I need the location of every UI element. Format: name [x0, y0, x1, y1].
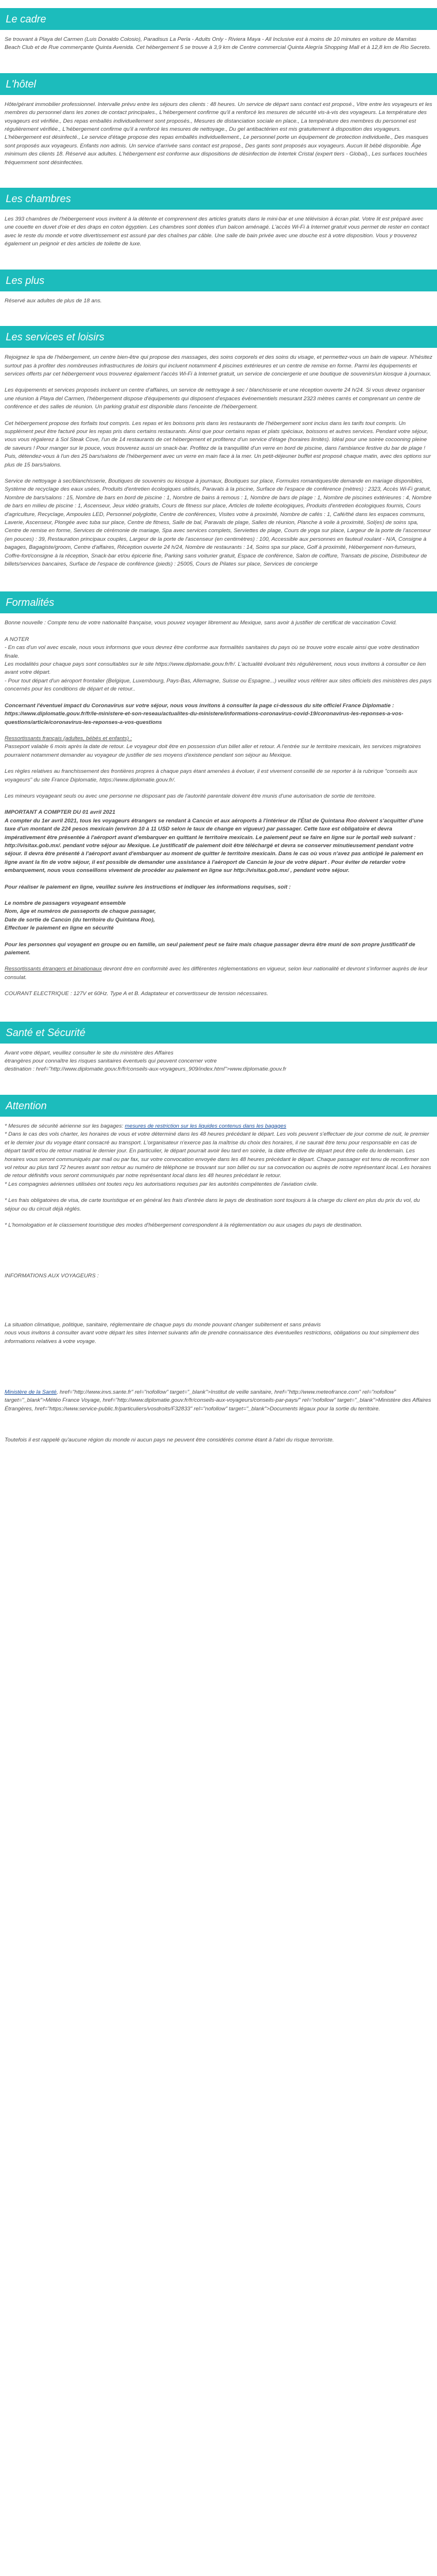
- liquids-restriction-link[interactable]: mesures de restriction sur les liquides contenus dans les bagages: [125, 1122, 287, 1129]
- formalites-intro: Bonne nouvelle : Compte tenu de votre nationalité française, vous pouvez voyager librement au Mexique, sans avoir à justifier de certificat de vaccination Covid.: [5, 620, 397, 627]
- info-voyageurs-text: La situation climatique, politique, sanitaire, réglementaire de chaque pays du monde pouvant changer subitement et sans préavis nous vous invitons à consulter avant votre départ les sites Internet suivants afin de prendre connaissance des éventuelles restrictions, obligations ou tout simplement des informations relatives à votre voyage.: [5, 1321, 419, 1345]
- formalites-a-noter: A NOTER: [5, 636, 29, 643]
- section-title-chambres: Les chambres: [0, 188, 437, 210]
- attention-note-1: [0, 1122, 437, 1189]
- section-title-plus: Les plus: [0, 270, 437, 291]
- formalites-etrangers: [0, 965, 437, 982]
- section-title-attention: Attention: [0, 1095, 437, 1117]
- hotel-text: Hôte/gérant immobilier professionnel. Intervalle prévu entre les séjours des clients : 48 heures. Un service de départ sans contact est proposé., Vitre entre les voyageurs et les membres du personnel dans les zones de contact principales., L'hébergement confirme qu'il a renforcé les mesures de sécurité vis-à-vis des voyageurs. La température des voyageurs est vérifiée., Des repas emballés individuellement sont proposés., Mesures de distanciation sociale en place., La température des membres du personnel est régulièrement vérifiée., L'hébergement confirme qu'il a renforcé les mesures de nettoyage., Du gel antibactérien est mis gratuitement à disposition des voyageurs. L'hébergement est désinfecté., Le service d'étage propose des repas emballés individuellement., Le personnel porte un équipement de protection individuelle., Des masques sont proposés aux voyageurs. Enfants non admis. Un service d'arrivée sans contact est proposé., Des gants sont proposés aux voyageurs. Aucun lit bébé disponible. Âge minimum des clients 18. Réservé aux adultes. L'hébergement est conforme aux dispositions de désinfection de Intertek Cristal (expert tiers - Global)., Les surfaces touchées fréquemment sont désinfectées.: [5, 101, 434, 166]
- attention-note-2: * Les frais obligatoires de visa, de carte touristique et en général les frais d'entrée dans le pays de destination sont toujours à la charge du client en plus du prix du vol, du séjour ou du circuit déjà réglés.: [5, 1197, 421, 1212]
- formalites-groupe: Pour les personnes qui voyagent en groupe ou en famille, un seul paiement peut se faire mais chaque passager devra être muni de son propre justificatif de paiement.: [5, 941, 417, 957]
- formalites-paiement-intro: Pour réaliser le paiement en ligne, veuillez suivre les instructions et indiquer les informations requises, soit :: [5, 883, 291, 890]
- section-title-cadre: Le cadre: [0, 8, 437, 30]
- section-title-hotel: L'hôtel: [0, 73, 437, 95]
- formalites-mineurs: Les mineurs voyageant seuls ou avec une personne ne disposant pas de l'autorité parentale doivent être munis d'une autorisation de sortie de territoire.: [5, 792, 376, 799]
- section-title-formalites: Formalités: [0, 591, 437, 613]
- formalites-ressortissants-heading: Ressortissants français (adultes, bébés et enfants) :: [5, 735, 132, 742]
- cadre-text: Se trouvant à Playa del Carmen (Luis Donaldo Colosio), Paradisus La Perla - Adults Only - Riviera Maya - All Inclusive est à moins de 10 minutes en voiture de Mamitas Beach Club et de Rue commerçante Quinta Avenida. Cet hébergement 5 se trouve à 3,9 km de Centre commercial Quinta Alegría Shopping Mall et à 12,8 km de Rio Secreto.: [5, 36, 431, 51]
- ministere-sante-link[interactable]: Ministère de la Santé: [5, 1388, 57, 1395]
- section-title-services: Les services et loisirs: [0, 326, 437, 348]
- section-title-sante: Santé et Sécurité: [0, 1022, 437, 1044]
- info-voyageurs-links: [0, 1388, 437, 1413]
- formalites-courant: COURANT ELECTRIQUE : 127V et 60Hz. Type A et B. Adaptateur et convertisseur de tension nécessaires.: [5, 991, 269, 997]
- info-voyageurs-title: INFORMATIONS AUX VOYAGEURS :: [5, 1273, 99, 1280]
- formalites-escale: - En cas d'un vol avec escale, nous vous informons que vous devrez être conforme aux formalités sanitaires du pays où se trouve votre escale ainsi que votre destination finale. Les modalités pour chaque pays sont consultables sur le site https://www.diplomatie.gouv.fr/fr/. L'actualité évoluant très régulièrement, nous vous invitons à consulter ce lien avant votre départ. - Pour tout départ d'un aéroport frontalier (Belgique, Luxembourg, Pays-Bas, Allemagne, Suisse ou Espagne...) veuillez vous référer aux sites officiels des ministères des pays concernés pour les conditions de départ et de retour..: [5, 644, 432, 693]
- formalites-frontieres: Les règles relatives au franchissement des frontières propres à chaque pays étant amenées à évoluer, il est vivement conseillé de se reporter à la rubrique "conseils aux voyageurs" du site France Diplomatie, https://www.diplomatie.gouv.fr/.: [5, 768, 419, 783]
- info-voyageurs-links-text: , href="http://www.invs.sante.fr" rel="nofollow" target="_blank">Institut de veille sanitaire, href="http://www.meteofrance.com" rel="nofollow" target="_blank">Météo France Voyage, href="http://www.diplomatie.gouv.fr/fr/conseils-aux-voyageurs/conseils-par-pays/" rel="nofollow" target="_blank">Ministère des Affaires Étrangères, href="https://www.service-public.fr/particuliers/vosdroits/F32833" rel="nofollow" target="_blank">Documents légaux pour la sortie du territoire.: [5, 1388, 433, 1412]
- formalites-important: IMPORTANT A COMPTER DU 01 avril 2021 A compter du 1er avril 2021, tous les voyageurs étrangers se rendant à Cancún et aux aéroports à l'intérieur de l'État de Quintana Roo doivent s'acquitter d'une taxe d'un montant de 224 pesos mexicain (environ 10 à 11 USD selon le taux de change en vigueur) par passager. Cette taxe est obligatoire et devra impérativement être présentée à l'aéroport avant d'embarquer en quittant le territoire mexicain. Le paiement peut se faire en ligne sur le portail web suivant : http://visitax.gob.mx/. pendant votre séjour au Mexique. Le justificatif de paiement doit être téléchargé et devra se conserver minutieusement pendant votre séjour. Il devra être présenté à l'aéroport avant d'embarquer au moment de quitter le territoire mexicain. Dans le cas où vous n'avez pas anticipé le paiement en ligne avant la fin de votre séjour, il est possible de demander une assistance à l'aéroport de Cancún le jour de votre départ . Pour éviter de retarder votre embarquement, nous vous conseillons vivement de procéder au paiement en ligne sur http://visitax.gob.mx/ , pendant votre séjour.: [5, 809, 424, 874]
- attention-note-3: * L'homologation et le classement touristique des modes d'hébergement correspondent à la réglementation ou aux usages du pays de destination.: [5, 1221, 363, 1228]
- attention-note-1-text: * Dans le cas des vols charter, les horaires de vous et votre déterminé dans les 48 heures précédant le départ. Les vols peuvent s'effectuer de jour comme de nuit, le premier et le dernier jour du voyage étant consacré au transport. L'organisateur n'exerce pas la maîtrise du choix des horaires, il ne saurait être tenu pour responsable en cas de départ tardif et/ou de retour matinal le dernier jour. En particulier, le départ pourrait avoir lieu tard en soirée, la date effective de départ peut être celle du lendemain. Les horaires vous seront communiqués par mail ou par fax, sur votre convocation envoyée dans les 48 heures précédant le départ. Chaque passager est tenu de reconfirmer son vol retour au plus tard 72 heures avant son retour au numéro de téléphone se trouvant sur son billet ou sur sa convocation ou auprès de notre représentant local. Les horaires de retour définitifs vous seront communiqués par notre représentant local dans les 48 heures précédant le retour. * Les compagnies aériennes utilisées ont toutes reçu les autorisations requises par les autorités compétentes de l'aviation civile.: [5, 1131, 431, 1188]
- services-paragraph-2: Les équipements et services proposés incluent un centre d'affaires, un service de nettoyage à sec / blanchisserie et une réception ouverte 24 h/24. Si vous devez organiser une réunion à Playa del Carmen, l'hébergement dispose d'équipements qui disposent d'espaces événementiels mesurant 2323 mètres carrés et comprenant un centre de conférence et des salles de réunion. Un parking gratuit est disponible dans l'enceinte de l'hébergement.: [5, 387, 427, 411]
- formalites-coronavirus: Concernant l'éventuel impact du Coronavirus sur votre séjour, nous vous invitons à consulter la page ci-dessous du site officiel France Diplomatie : https://www.diplomatie.gouv.fr/fr/le-ministere-et-son-reseau/actualites-du-ministere/informations-coronavirus-covid-19/coronavirus-les-reponses-a-vos-questions/article/coronavirus-les-reponses-a-vos-questions: [5, 702, 404, 726]
- terrorism-note: Toutefois il est rappelé qu'aucune région du monde ni aucun pays ne peuvent être considérés comme étant à l'abri du risque terroriste.: [5, 1437, 334, 1444]
- services-paragraph-4: Service de nettoyage à sec/blanchisserie, Boutiques de souvenirs ou kiosque à journaux, Boutiques sur place, Formules romantiques/de demande en mariage disponibles, Système de recyclage des eaux usées, Produits d'entretien écologiques utilisés, Paravals à la piscine, Surface de l'espace de conférence (mètres) : 2323, Accès Wi-Fi gratuit, Nombre de bars/salons : 15, Nombre de bars en bord de piscine : 1, Nombre de bains à remous : 1, Nombre de bars de plage : 1, Nombre de piscines extérieures : 4, Nombre de bars en milieu de piscine : 1, Ascenseur, Jeux vidéo gratuits, Cours de fitness sur place, Articles de toilette écologiques, Produits d'entretien écologiques fournis, Cours d'agriculture, Recyclage, Ampoules LED, Personnel polyglotte, Centre de conférences, Visites votre à proximité, Nombre de cafés : 1, Café/thé dans les espaces communs, Laverie, Ascenseur, Plongée avec tuba sur place, Centre de fitness, Salle de bal, Paravals de plage, Salles de réunion, Planche à voile à proximité, Sol(es) de soins spa, Centre de remise en forme, Services de cérémonie de mariage, Spa avec services complets, Serviettes de plage, Cours de yoga sur place, Largeur de la porte de l'ascenseur (en pouces) : 39, Restauration principaux couples, Largeur de la porte de l'ascenseur (en centimètres) : 100, Accessible aux personnes en fauteuil roulant - N/A, Consigne à bagages, Bagagiste/groom, Centre d'affaires, Réception ouverte 24 h/24, Nombre de restaurants : 14, Soins spa sur place, Golf à proximité, Hébergement non-fumeurs, Coffre-fort/consigne à la réception, Snack-bar et/ou épicerie fine, Parking sans voiturier gratuit, Espace de conférence, Salon de coiffure, Transats de piscine, Distributeur de billets/services bancaires, Surface de l'espace de conférence (pieds) : 25005, Cours de Pilates sur place, Services de concierge: [5, 477, 434, 568]
- formalites-etrangers-text: devront être en conformité avec les différentes réglementations en vigueur, selon leur nationalité et devront s'informer auprès de leur consulat.: [5, 966, 430, 981]
- formalites-passeport: Passeport valable 6 mois après la date de retour. Le voyageur doit être en possession d'un billet aller et retour. A l'entrée sur le territoire mexicain, les services migratoires pourraient notamment demander au voyageur de justifier de ses moyens d'existence pendant son séjour au Mexique.: [5, 743, 423, 758]
- sante-text: Avant votre départ, veuillez consulter le site du ministère des Affaires étrangères pour connaître les risques sanitaires éventuels qui peuvent concerner votre destination : href="http://www.diplomatie.gouv.fr/fr/conseils-aux-voyageurs_909/index.html">www.diplomatie.gouv.fr: [5, 1049, 287, 1073]
- services-paragraph-3: Cet hébergement propose des forfaits tout compris. Les repas et les boissons pris dans les restaurants de l'hébergement sont inclus dans les tarifs tout compris. Un supplément peut être facturé pour les repas pris dans certains restaurants. Ainsi que pour certains repas et plats spéciaux, boissons et autres services. Pendant votre séjour, vous vous régalerez à Sol Steak Cove, l'un de 14 restaurants de cet hébergement et profiterez d'un service d'étage (horaires limités). Idéal pour une soirée cocooning pleine de saveurs ! Pour manger sur le pouce, vous trouverez aussi un snack-bar. Profitez de la tranquillité d'un verre en bord de piscine, dans l'ambiance festive du bar de plage ! Puis, détendez-vous à l'un des 25 bars/salons de l'hébergement avec un verre en main face à la mer. Un petit-déjeuner buffet est proposé chaque matin, avec des options sur plus de 15 bars/salons.: [5, 420, 432, 468]
- formalites-paiement-liste: Le nombre de passagers voyageant ensemble Nom, âge et numéros de passeports de chaque passager, Date de sortie de Cancún (du territoire du Quintana Roo), Effectuer le paiement en ligne en sécurité: [5, 900, 156, 932]
- chambres-text: Les 393 chambres de l'hébergement vous invitent à la détente et comprennent des articles gratuits dans le mini-bar et une télévision à écran plat. Votre lit est préparé avec une couette en duvet d'oie et des draps en coton égyptien. Les chambres sont dotées d'un balcon aménagé. L'accès Wi-Fi à Internet gratuit vous permet de rester en contact avec le reste du monde et votre divertissement est assuré par des chaînes par câble. Une salle de bain privée avec une douche est à votre disposition. Vous y trouverez également un peignoir et des articles de toilette de luxe.: [5, 216, 431, 248]
- services-paragraph-1: Rejoignez le spa de l'hébergement, un centre bien-être qui propose des massages, des soins corporels et des soins du visage, et permettez-vous un bain de vapeur. N'hésitez surtout pas à profiter des nombreuses infrastructures de loisirs qui incluent notamment 4 piscines extérieures et un centre de remise en forme. Parmi les équipements et services offerts par cet hébergement vous trouverez également l'accès Wi-Fi à Internet gratuit, un service de conciergerie et une boutique de souvenirs/un kiosque à journaux.: [5, 354, 434, 377]
- plus-text: Réservé aux adultes de plus de 18 ans.: [5, 297, 102, 304]
- formalites-etrangers-heading: Ressortissants étrangers et binationaux: [5, 966, 102, 973]
- attention-note-1-prefix: * Mesures de sécurité aérienne sur les bagages:: [5, 1122, 125, 1129]
